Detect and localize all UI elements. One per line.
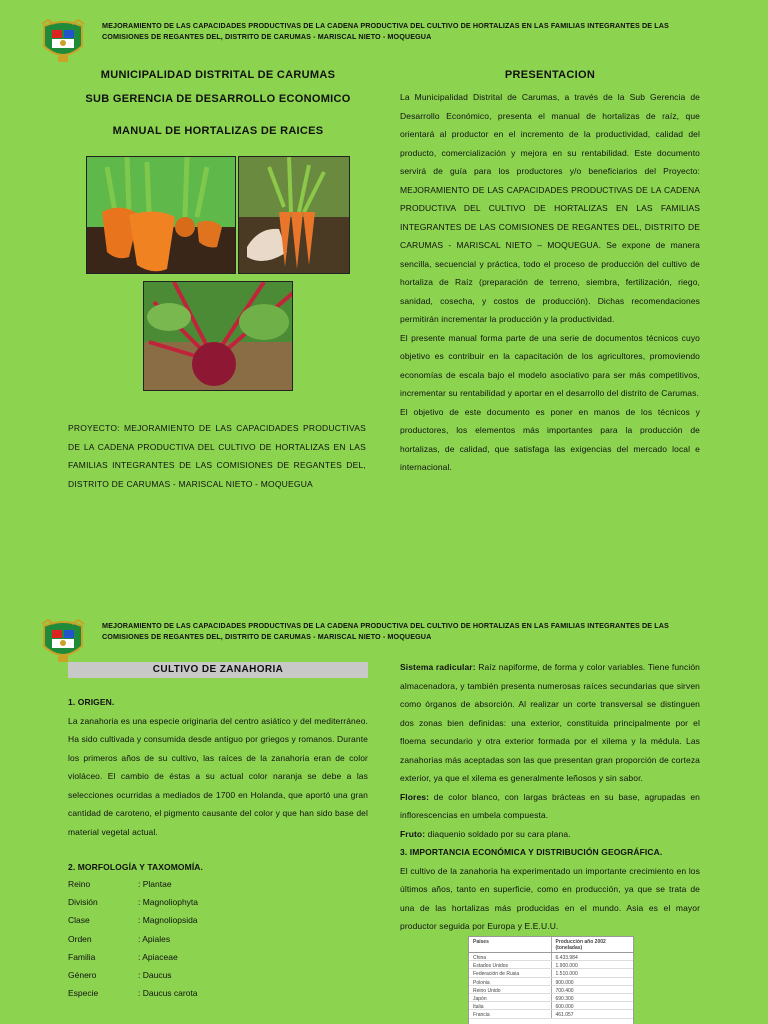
table-row: Estados Unidos 1.900.000 (469, 961, 633, 969)
header-project-text: MEJORAMIENTO DE LAS CAPACIDADES PRODUCTIVAS DE LA CADENA PRODUCTIVA DEL CULTIVO DE HORTALIZAS EN LAS FAMILIAS INTEGRANTES DE LAS COMISIONES DE REGANTES DEL, DISTRITO DE CARUMAS - MARISCAL NIETO - MOQUEGUA (102, 621, 669, 641)
sub-gerencia: SUB GERENCIA DE DESARROLLO ECONOMICO (85, 93, 351, 105)
importancia-text: El cultivo de la zanahoria ha experimentado un importante crecimiento en los últimos años, tanto en superficie, como en producción, ya que se trata de una de las hortalizas más producidas en el mundo. Asia es el mayor productor seguida por Europa y E.E.U.U. (400, 865, 700, 931)
page-header (0, 10, 768, 62)
origen-section (68, 693, 368, 841)
table-row: Polonia 900.000 (469, 978, 633, 986)
morfologia-detail (400, 658, 700, 936)
carrot-soil-photo (86, 156, 236, 274)
header-project-text: MEJORAMIENTO DE LAS CAPACIDADES PRODUCTIVAS DE LA CADENA PRODUCTIVA DEL CULTIVO DE HORTALIZAS EN LAS FAMILIAS INTEGRANTES DE LAS COMISIONES DE REGANTES DEL, DISTRITO DE CARUMAS - MARISCAL NIETO - MOQUEGUA (102, 21, 669, 41)
beetroot-photo (143, 281, 293, 391)
taxonomy-row: Familia : Apiaceae (68, 951, 178, 962)
presentacion-title: PRESENTACION (504, 69, 596, 81)
presentacion-paragraph-2: El presente manual forma parte de una serie de documentos técnicos cuyo objetivo es contribuir en la capacitación de los agricultores, promoviendo economías de escala bajo el modelo asociativo para ser más competitivos, incrementar su rentabilidad y aportar en el desarrollo del distrito de Carumas. (400, 332, 700, 398)
table-row: Reino Unido 700.400 (469, 986, 633, 994)
taxonomy-row: División : Magnoliophyta (68, 897, 199, 908)
radicular-label: Sistema radicular: (400, 662, 476, 672)
morfologia-section (68, 858, 368, 877)
fruto-label: Fruto: (400, 828, 426, 839)
org-name: MUNICIPALIDAD DISTRITAL DE CARUMAS (100, 69, 336, 81)
morfologia-title: 2. MORFOLOGÍA Y TAXOMOMÍA. (68, 862, 203, 872)
taxonomy-list (68, 879, 368, 1006)
taxonomy-row: Reino : Plantae (68, 879, 172, 889)
table-row: Francia 461.057 (469, 1010, 633, 1018)
taxonomy-row: Clase : Magnoliopsida (68, 915, 198, 926)
importancia-title: 3. IMPORTANCIA ECONÓMICA Y DISTRIBUCIÓN GEOGRÁFICA. (400, 847, 663, 857)
municipal-crest-icon (40, 16, 86, 66)
taxonomy-row: Orden : Apiales (68, 933, 171, 944)
flores-label: Flores: (400, 791, 430, 802)
radicular-paragraph: Sistema radicular: Raíz napiforme, de forma y color variables. Tiene función almacenadora, y también presenta numerosas raíces secundarias que sirven como órganos de absorción. Al realizar un corte transversal se distinguen dos zonas bien definidas: una exterior, constituida principalmente por el floema secundario y otra exterior formada por el xilema y la médula. Las zanahorias más aceptadas son las que presentan gran proporción de corteza exterior, ya que el xilema es generalmente leñosos y sin sabor. (400, 662, 700, 783)
table-header: Países Producción año 2002 (toneladas) (469, 937, 633, 953)
table-row: Federación de Rusia 1.510.000 (469, 969, 633, 977)
manual-title: MANUAL DE HORTALIZAS DE RAICES (112, 125, 324, 137)
origen-text: La zanahoria es una especie originaria del centro asiático y del mediterráneo. Ha sido cultivada y consumida desde antiguo por griegos y romanos. Durante los primeros años de su cultivo, las raíces de la zanahoria eran de color violáceo. El cambio de éstas a su actual color naranja se debe a las selecciones ocurridas a mediados de 1700 en Holanda, que aportó una gran cantidad de caroteno, el pigmento causante del color y que han sido base del material vegetal actual. (68, 715, 368, 837)
presentacion-body (400, 88, 700, 477)
project-note: PROYECTO: MEJORAMIENTO DE LAS CAPACIDADES PRODUCTIVAS DE LA CADENA PRODUCTIVA DEL CULTIVO DE HORTALIZAS EN LAS FAMILIAS INTEGRANTES DE LAS COMISIONES DE REGANTES DEL, DISTRITO DE CARUMAS - MARISCAL NIETO - MOQUEGUA (68, 423, 366, 489)
table-row: China 6.433.984 (469, 953, 633, 961)
harvested-carrots-photo (238, 156, 350, 274)
municipal-crest-icon (40, 616, 86, 666)
table-row: Japón 690.300 (469, 994, 633, 1002)
taxonomy-row: Especie : Daucus carota (68, 988, 198, 999)
fruto-paragraph: Fruto: diaquenio soldado por su cara plana. (400, 828, 571, 839)
presentacion-paragraph-1: La Municipalidad Distrital de Carumas, a través de la Sub Gerencia de Desarrollo Económico, presenta el manual de hortalizas de raíz, que orientará al productor en el incremento de la productividad, calidad del producto, comercialización y mejora en su rentabilidad. Este documento servirá de guía para los productores y/o beneficiarios del Proyecto: MEJORAMIENTO DE LAS CAPACIDADES PRODUCTIVAS DE LA CADENA PRODUCTIVA DEL CULTIVO DE HORTALIZAS EN LAS FAMILIAS INTEGRANTES DE LAS COMISIONES DE REGANTES DEL, DISTRITO DE CARUMAS - MARISCAL NIETO – MOQUEGUA. Se expone de manera sencilla, secuencial y práctica, todo el proceso de producción del cultivo de hortaliza de Raíz (preparación de terreno, siembra, fertilización, riego, sanidad, cosecha, y costos de producción). Dichas recomendaciones permitirán incrementar la producción y la productividad. (400, 92, 700, 324)
page-2 (0, 600, 768, 1024)
table-row: Italia 600.000 (469, 1002, 633, 1010)
cultivo-banner: CULTIVO DE ZANAHORIA (68, 662, 368, 678)
presentacion-paragraph-3: El objetivo de este documento es poner en manos de los técnicos y productores, los elementos más importantes para la producción de hortalizas, de calidad, que satisfaga las exigencias del mercado local e internacional. (400, 406, 700, 472)
flores-paragraph: Flores: de color blanco, con largas brácteas en su base, agrupadas en inflorescencias en umbela compuesta. (400, 791, 700, 820)
taxonomy-row: Género : Daucus (68, 969, 172, 980)
production-table (468, 936, 634, 1024)
page-header (0, 610, 768, 662)
origen-title: 1. ORIGEN. (68, 697, 115, 707)
